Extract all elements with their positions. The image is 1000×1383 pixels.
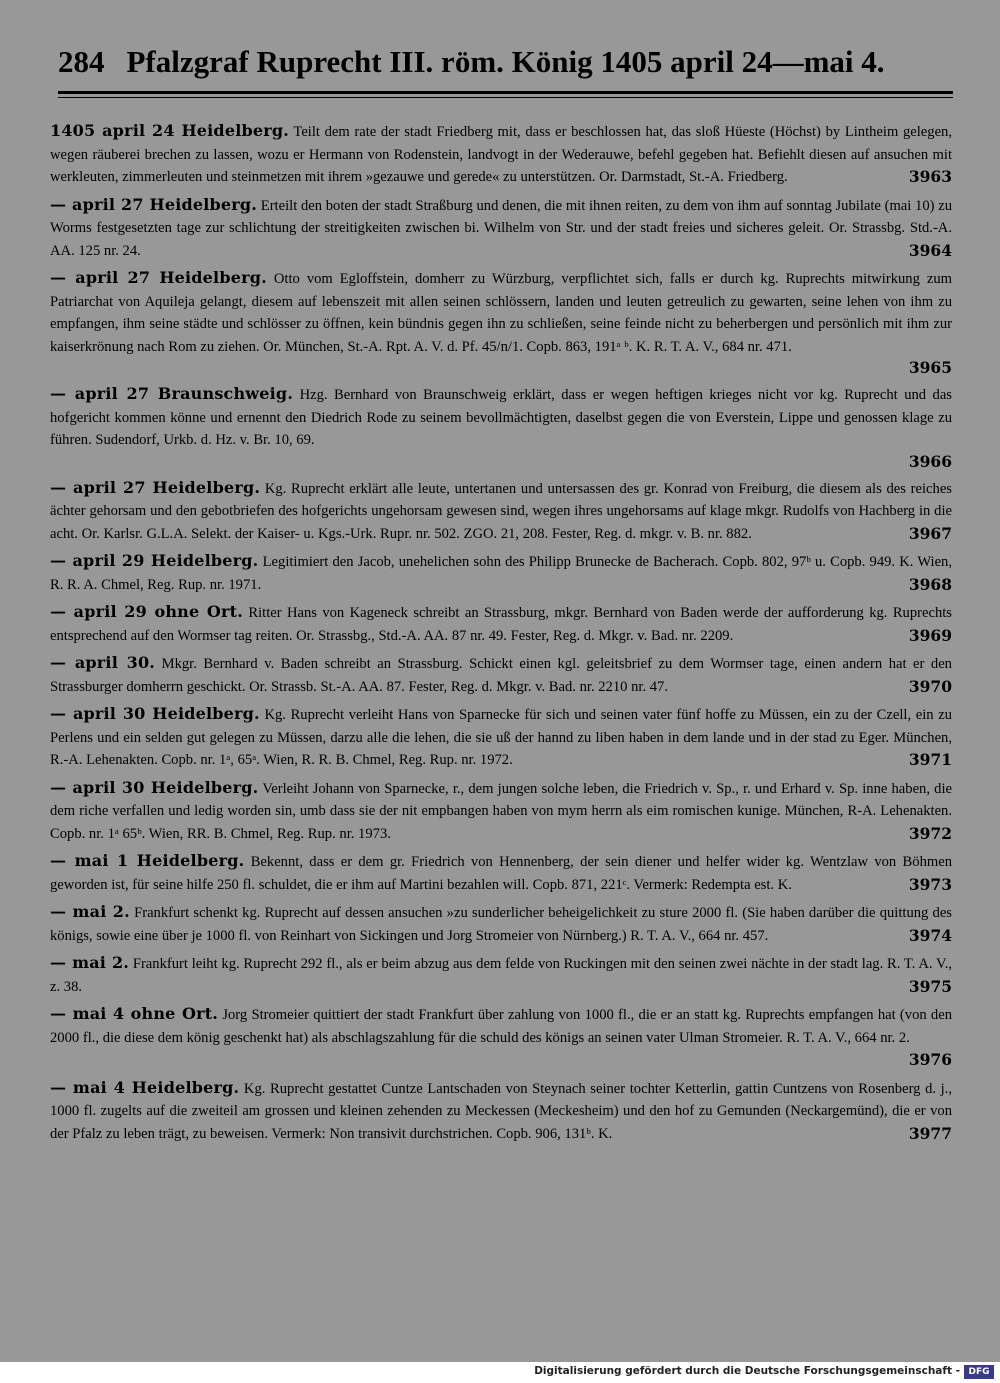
regest-number: 3973 [908, 874, 952, 894]
running-title: Pfalzgraf Ruprecht III. röm. König 1405 april 24—mai 4. [126, 44, 885, 79]
regest-text: Kg. Ruprecht erklärt alle leute, untertanen und untersassen des gr. Konrad von Freiburg, die diesem als des reiches ächter gehorsam und den gebotbriefen des hofgerichts ungehorsam gewesen sind, wegen ihres ungehorsams auf klage mkgr. Rudolfs von Hachberg in die acht. Or. Karlsr. G.L.A. Selekt. der Kaiser- u. Kgs.-Urk. Rupr. nr. 502. ZGO. 21, 208. Fester, Reg. d. mkgr. v. B. nr. 882. [50, 480, 952, 542]
funding-credit: Digitalisierung gefördert durch die Deutsche Forschungsgemeinschaft - [534, 1365, 960, 1377]
regest-number: 3964 [908, 240, 952, 260]
regest-text: Verleiht Johann von Sparnecke, r., dem jungen solche leben, die Friedrich v. Sp., r. und Erhard v. Sp. inne haben, die dem riche verfallen und ledig worden sin, umb dass sie der nit empbangen haben von mym herrn als eim romischen kunige. München, R-A. Lehenakten. Copb. nr. 1ᵃ 65ᵇ. Wien, RR. B. Chmel, Reg. Rup. nr. 1973. [50, 780, 952, 842]
regest-text: Kg. Ruprecht verleiht Hans von Sparnecke für sich und seinen vater fünf hoffe zu Müssen, ein zu der Czell, ein zu Perlens und ein selden gut gelegen zu Müssen, darzu alle die lehen, die sie uß der hannd zu liben haben in dem lande und in der stad zu Eger. München, R.-A. Lehenakten. Copb. nr. 1ᵃ, 65ᵃ. Wien, R. R. B. Chmel, Reg. Rup. nr. 1972. [50, 707, 952, 768]
regest-date-place: — april 29 ohne Ort. [50, 602, 243, 621]
regest-text: Legitimiert den Jacob, unehelichen sohn des Philipp Brunecke de Bacherach. Copb. 802, 97ᵇ u. Copb. 949. K. Wien, R. R. A. Chmel, Reg. Rup. nr. 1971. [50, 554, 952, 593]
regest-date-place: — mai 4 Heidelberg. [50, 1077, 240, 1097]
regest-text: Mkgr. Bernhard v. Baden schreibt an Strassburg. Schickt einen kgl. geleitsbrief zu dem Wormser tage, einen andern hat er den Strassburger domherrn geschickt. Or. Strassb. St.-A. AA. 87. Fester, Reg. d. Mkgr. v. Bad. nr. 2210 nr. 47. [50, 656, 952, 695]
regest-number: 3967 [908, 523, 952, 543]
regest-entry [50, 703, 952, 772]
regest-date-place: — april 30 Heidelberg. [50, 777, 259, 797]
regest-number: 3963 [908, 167, 952, 186]
regest-number: 3971 [908, 750, 952, 769]
regest-date-place: — april 30. [50, 653, 156, 672]
regest-number: 3970 [908, 676, 952, 696]
regest-text: Bekennt, dass er dem gr. Friedrich von Hennenberg, der sein diener und helfer wider kg. Wentzlaw von Böhmen geworden ist, für seine hilfe 250 fl. schuldet, die er ihm auf Martini bezahlen will. Copb. 871, 221ᶜ. Vermerk: Redempta est. K. [50, 854, 952, 893]
regest-entry [50, 952, 952, 998]
regest-text: Otto vom Egloffstein, domherr zu Würzburg, verpflichtet sich, falls er durch kg. Ruprechts mitwirkung zum Patriarchat von Aquileja gelangt, diesem auf lebenszeit mit allen seinen schlössern, landen und leuten getreulich zu gewarten, seine lehen von ihm zu empfangen, ihm seine städte und schlösser zu öffnen, kein bündnis gegen ihn zu schließen, seine feinde nicht zu beherbergen und persönlich mit ihm zur kaiserkrönung nach Rom zu ziehen. Or. München, St.-A. Rpt. A. V. d. Pf. 45/n/1. Copb. 863, 191ᵃ ᵇ. K. R. T. A. V., 684 nr. 471. [50, 271, 952, 355]
regest-entry [50, 1077, 952, 1146]
regest-entry [50, 477, 952, 546]
regest-entry [50, 120, 952, 189]
regest-entry [50, 652, 952, 698]
regest-number: 3968 [908, 574, 952, 594]
regest-number: 3965 [908, 358, 952, 377]
header-rule-thin [58, 97, 953, 98]
regest-date-place: — mai 4 ohne Ort. [50, 1004, 219, 1023]
regest-text: Teilt dem rate der stadt Friedberg mit, dass er beschlossen hat, das sloß Hüeste (Höchst) by Lintheim gelegen, wegen räuberei brechen zu lassen, wozu er Hermann von Rodenstein, landvogt in der Wederauwe, befehl gegeben hat. Befiehlt diesen auf ansuchen mit werkleuten, zimmerleuten und steinmetzen mit ihrem »gezauwe und gerede« zu unterstützen. Or. Darmstadt, St.-A. Friedberg. [50, 124, 952, 185]
regest-text: Frankfurt leiht kg. Ruprecht 292 fl., als er beim abzug aus dem felde von Ruckingen mit den seinen zwei nächte in der stadt lag. R. T. A. V., z. 38. [50, 956, 952, 995]
regest-number: 3974 [908, 925, 952, 945]
regest-date-place: 1405 april 24 Heidelberg. [50, 121, 290, 140]
footer-bar [0, 1362, 1000, 1383]
regest-number: 3972 [908, 823, 952, 843]
regest-date-place: — april 27 Braunschweig. [50, 384, 294, 403]
regest-date-place: — april 30 Heidelberg. [50, 704, 260, 723]
regest-entry [50, 850, 952, 896]
regest-number: 3975 [908, 976, 952, 996]
regest-text: Kg. Ruprecht gestattet Cuntze Lantschaden von Steynach seiner tochter Ketterlin, gattin Cuntzens von Rosenberg d. j., 1000 fl. zugelts auf die zweiteil am grossen und kleinen zehenden zu Meckessen (Meckesheim) und den hof zu Gemunden (Neckargemünd), die er von der Pfalz zu leben trägt, zu beweisen. Vermerk: Non transivit durchstrichen. Copb. 906, 131ᵇ. K. [50, 1080, 952, 1142]
regest-entry [50, 901, 952, 947]
regest-number: 3977 [908, 1123, 952, 1143]
regest-text: Jorg Stromeier quittiert der stadt Frankfurt über zahlung von 1000 fl., die er an statt kg. Ruprechts empfangen hat (von den 2000 fl., die diese dem könig geschenkt hat) als abschlagszahlung für die schuld des königs an seinen vater Ulman Stromeier. R. T. A. V., 664 nr. 2. [50, 1007, 952, 1046]
page-header [58, 40, 953, 84]
regest-entry [50, 550, 952, 596]
regest-text: Ritter Hans von Kageneck schreibt an Strassburg, mkgr. Bernhard von Baden werde der aufforderung kg. Ruprechts entsprechend auf den Wormser tag reiten. Or. Strassbg., Std.-A. AA. 87 nr. 49. Fester, Reg. d. Mkgr. v. Bad. nr. 2209. [50, 605, 952, 644]
regest-number: 3976 [908, 1050, 952, 1069]
regesta-entries [50, 120, 952, 1150]
regest-entry [50, 1003, 952, 1072]
page-number: 284 [58, 44, 105, 79]
regest-entry [50, 194, 952, 263]
regest-date-place: — april 27 Heidelberg. [50, 194, 258, 214]
regest-text: Erteilt den boten der stadt Straßburg und denen, die mit ihnen reiten, zu dem von ihm auf sonntag Jubilate (mai 10) zu Worms festgesetzten tage zur schlichtung der streitigkeiten zwischen bi. Wilhelm von Str. und der stadt freies und sicheres geleit. Or. Strassbg. Std.-A. AA. 125 nr. 24. [50, 197, 952, 259]
regest-entry [50, 383, 952, 472]
regest-date-place: — mai 2. [50, 902, 130, 921]
regest-entry [50, 601, 952, 647]
regest-date-place: — mai 1 Heidelberg. [50, 851, 245, 870]
regest-entry [50, 777, 952, 846]
dfg-logo: DFG [964, 1365, 994, 1379]
regest-date-place: — april 27 Heidelberg. [50, 268, 267, 287]
regest-text: Hzg. Bernhard von Braunschweig erklärt, dass er wegen heftigen krieges nicht vor kg. Ruprecht und das hofgericht kommen könne und ernennt den Diedrich Rode zu seinem bevollmächtigten, daselbst gegen die von Everstein, Lippe und genossen klage zu führen. Sudendorf, Urkb. d. Hz. v. Br. 10, 69. [50, 387, 952, 448]
regest-date-place: — april 29 Heidelberg. [50, 551, 259, 570]
regest-date-place: — april 27 Heidelberg. [50, 477, 261, 497]
regest-entry [50, 267, 952, 378]
regest-number: 3966 [908, 451, 952, 471]
header-rule-thick [58, 91, 953, 94]
regest-text: Frankfurt schenkt kg. Ruprecht auf dessen ansuchen »zu sunderlicher beheigelichkeit zu sture 2000 fl. (Sie haben darüber die quittung des königs, sowie eine über je 1000 fl. von Reinhart von Sickingen und Jorg Stromeier von Nürnberg.) R. T. A. V., 664 nr. 457. [50, 905, 952, 944]
regest-date-place: — mai 2. [50, 953, 130, 972]
regest-number: 3969 [908, 625, 952, 645]
